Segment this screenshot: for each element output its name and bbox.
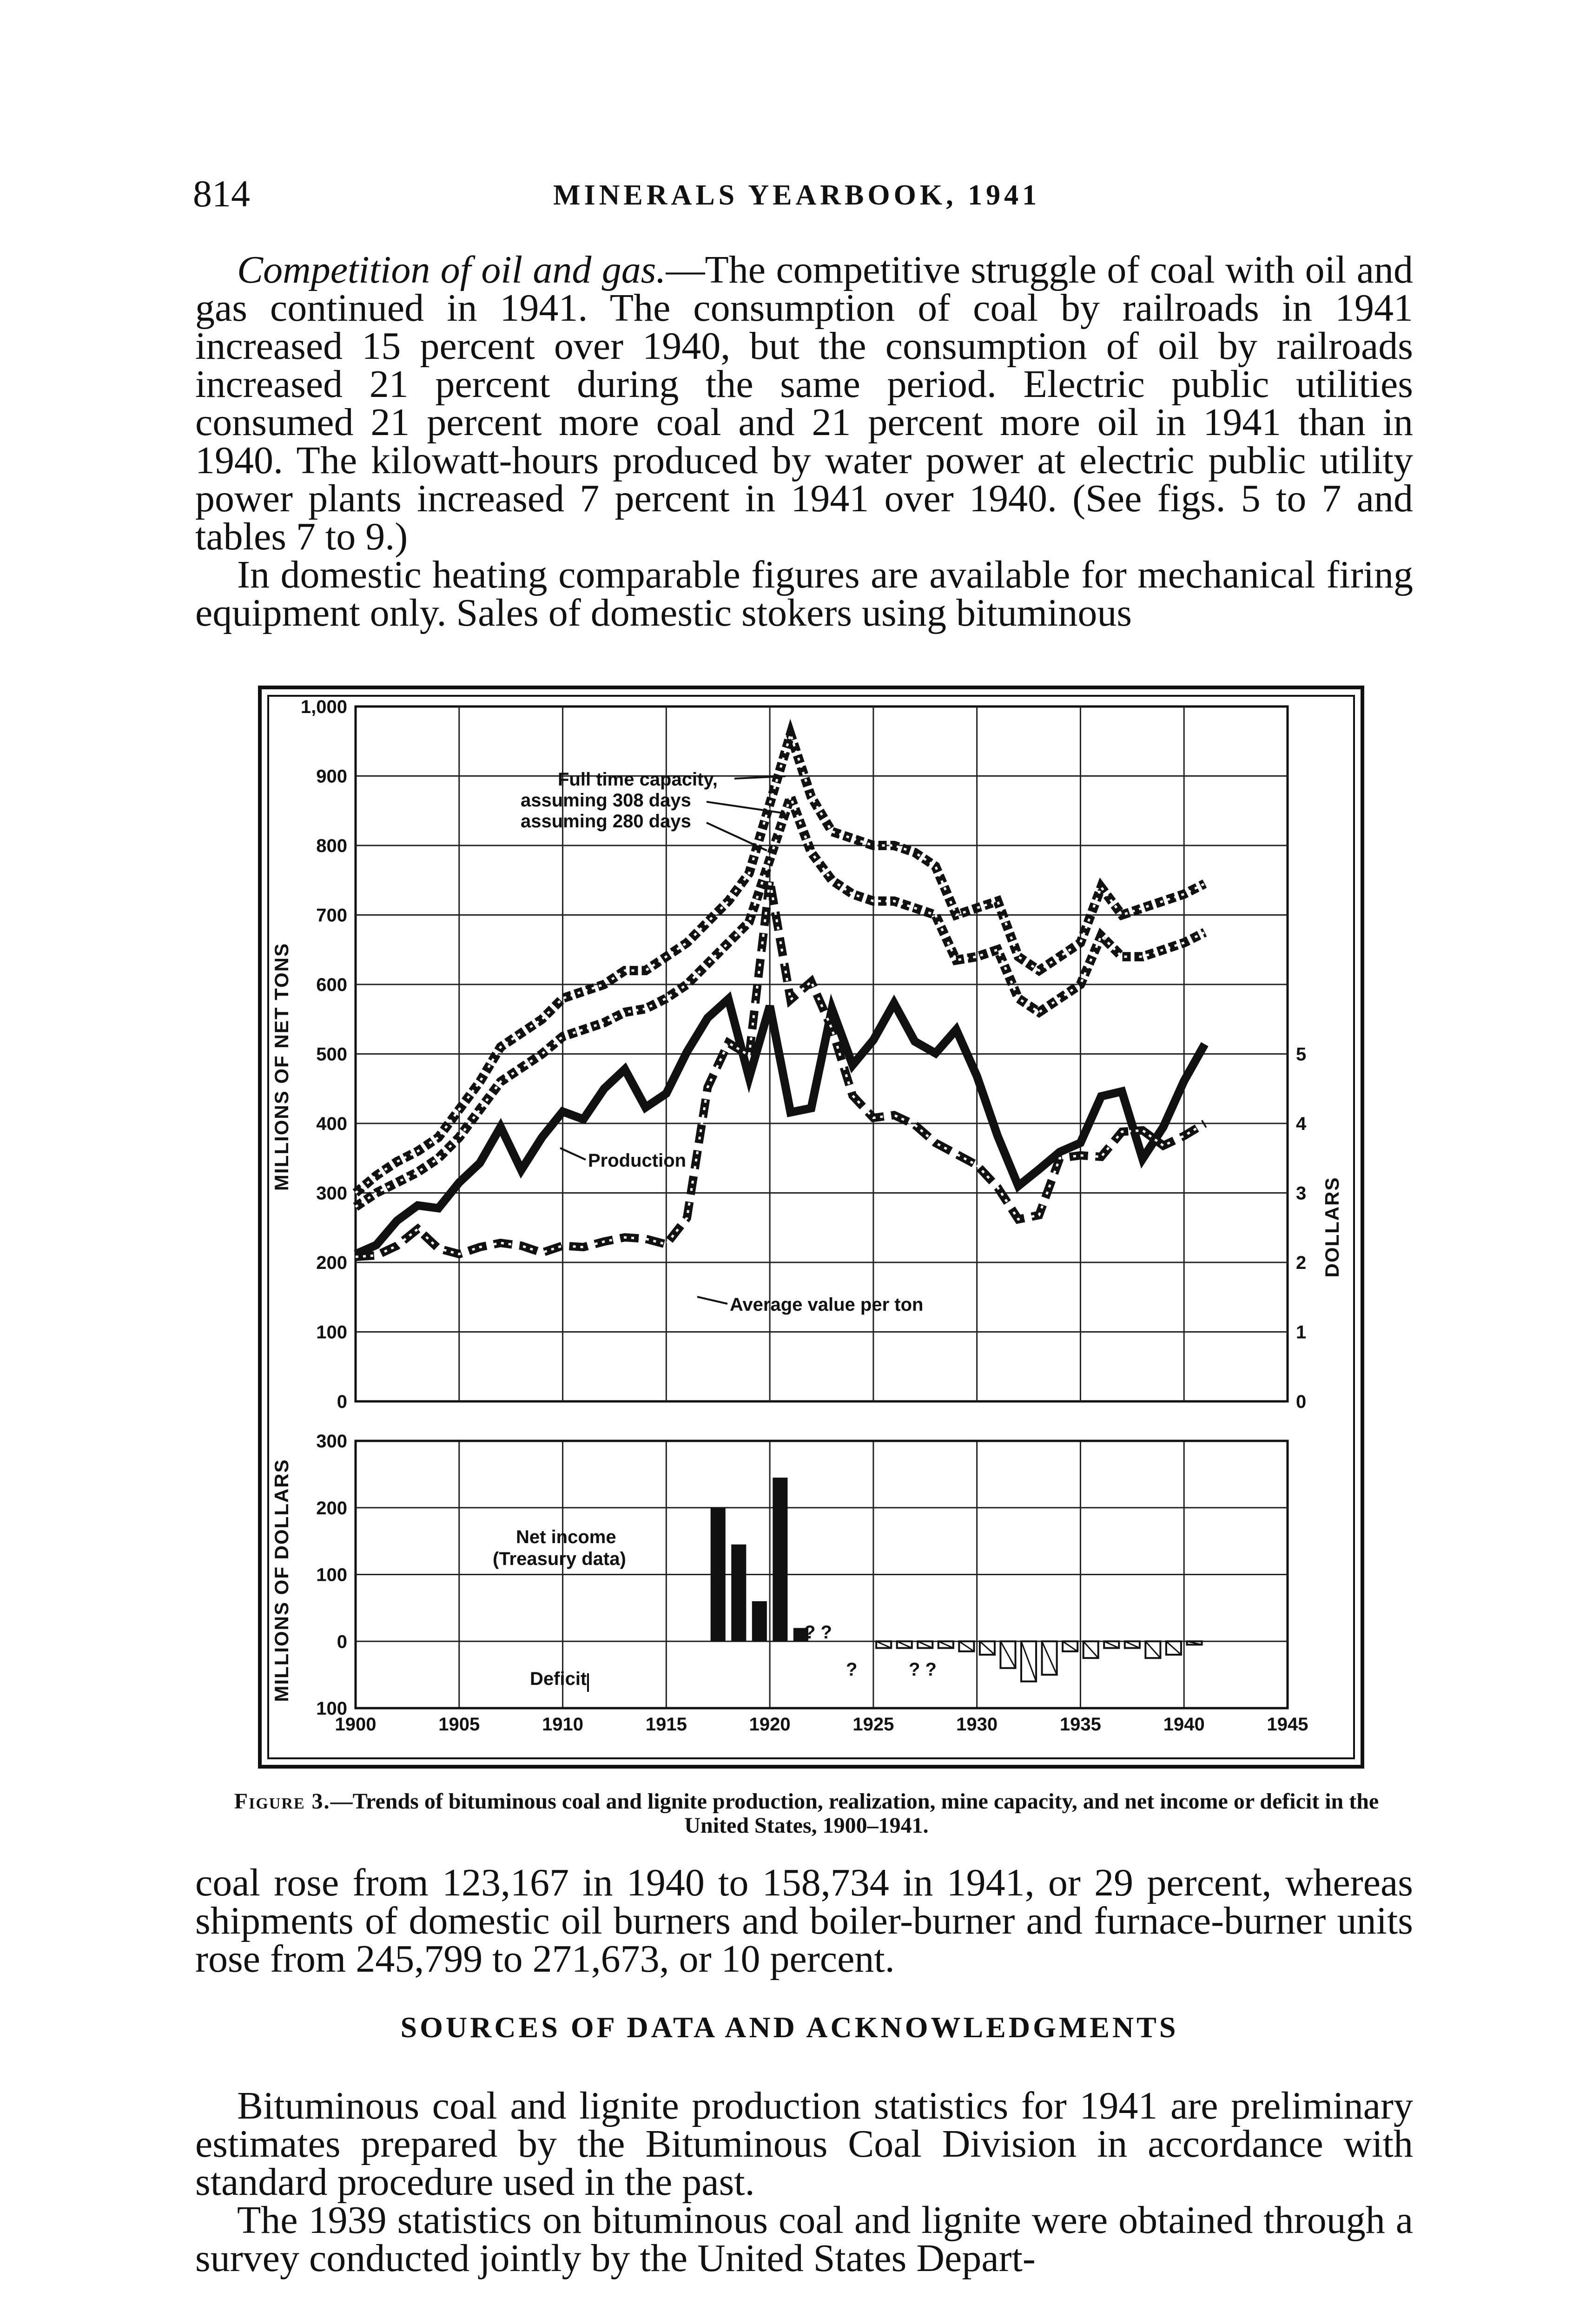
paragraph-domestic-heating: In domestic heating comparable figures are available for mechanical firing equipment only. Sales of domestic stokers using bituminous [195, 553, 1413, 634]
tick-label-left-top: 400 [316, 1114, 347, 1134]
tick-label-x: 1910 [542, 1714, 584, 1735]
ylabel-left-bottom: MILLIONS OF DOLLARS [271, 1459, 292, 1702]
net-income-bar [773, 1478, 787, 1641]
tick-label-right: 1 [1296, 1322, 1307, 1343]
tick-label-left-top: 500 [316, 1044, 347, 1065]
tick-label-left-bottom: 100 [316, 1565, 347, 1585]
leader-value [697, 1297, 727, 1304]
series-production-line [356, 999, 1205, 1254]
annotation-net-income: Net income [516, 1527, 616, 1547]
tick-label-left-bottom: 200 [316, 1498, 347, 1519]
body-text-bottom [195, 2084, 1413, 2280]
annotation-question-marks: ? ? [804, 1622, 832, 1643]
figure-caption [200, 1789, 1413, 1838]
annotation-question-marks-2: ? [846, 1659, 858, 1680]
tick-label-right: 4 [1296, 1114, 1307, 1134]
tick-label-x: 1930 [956, 1714, 998, 1735]
annotation-production: Production [588, 1150, 687, 1171]
tick-label-left-top: 700 [316, 905, 347, 926]
tick-label-x: 1940 [1163, 1714, 1205, 1735]
tick-label-left-top: 800 [316, 836, 347, 856]
tick-label-x: 1900 [335, 1714, 377, 1735]
tick-label-left-top: 1,000 [300, 697, 347, 717]
tick-label-x: 1920 [749, 1714, 791, 1735]
net-income-bar [752, 1601, 767, 1641]
paragraph-lead: Competition of oil and gas. [237, 248, 666, 291]
tick-label-right: 2 [1296, 1253, 1307, 1273]
paragraph-sources: Bituminous coal and lignite production statistics for 1941 are preliminary estimates prepared by the Bituminous Coal Division in accordance with standard procedure used in the past. [195, 2084, 1413, 2204]
tick-label-right: 3 [1296, 1183, 1307, 1204]
tick-label-left-top: 300 [316, 1183, 347, 1204]
chart-labels [301, 697, 1308, 1735]
running-header-title: MINERALS YEARBOOK, 1941 [553, 179, 1041, 211]
tick-label-left-top: 0 [337, 1392, 347, 1412]
annotation-treasury: (Treasury data) [493, 1549, 626, 1569]
annotation-capacity-title: Full time capacity, [558, 769, 718, 790]
net-income-bar [711, 1508, 726, 1642]
body-text-middle [195, 1861, 1413, 1981]
annotation-capacity-280: assuming 280 days [521, 811, 691, 832]
tick-label-left-bottom: 0 [337, 1631, 347, 1652]
annotation-deficit: Deficit [530, 1669, 587, 1689]
paragraph-1939-statistics: The 1939 statistics on bituminous coal and lignite were obtained through a survey conducted jointly by the United States Depart- [195, 2199, 1413, 2280]
tick-label-x: 1935 [1059, 1714, 1101, 1735]
tick-label-left-bottom: 300 [316, 1431, 347, 1452]
tick-label-right: 5 [1296, 1044, 1307, 1065]
net-income-bar [731, 1545, 746, 1641]
chart-marks [356, 734, 1205, 1682]
annotation-value: Average value per ton [730, 1294, 924, 1315]
paragraph-stokers-continued: coal rose from 123,167 in 1940 to 158,734 in 1941, or 29 percent, whereas shipments of domestic oil burners and boiler-burner and furnace-burner units rose from 245,799 to 271,673, or 10 percent. [195, 1861, 1413, 1981]
tick-label-left-top: 200 [316, 1253, 347, 1273]
caption-text: —Trends of bituminous coal and lignite production, realization, mine capacity, and net income or deficit in the United States, 1900–1941. [330, 1789, 1379, 1838]
tick-label-x: 1915 [645, 1714, 687, 1735]
tick-label-x: 1905 [438, 1714, 480, 1735]
tick-label-x: 1945 [1267, 1714, 1308, 1735]
tick-label-left-bottom: 100 [316, 1698, 347, 1719]
annotation-question-marks-3: ? ? [909, 1659, 937, 1680]
tick-label-left-top: 900 [316, 766, 347, 787]
annotation-capacity-308: assuming 308 days [521, 790, 691, 811]
tick-label-left-top: 600 [316, 975, 347, 995]
paragraph-body: —The competitive struggle of coal with oil and gas continued in 1941. The consumption of coal by railroads in 1941 increased 15 percent over 1940, but the consumption of oil by railroads increased 21 percent during the same period. Electric public utilities consumed 21 percent more coal and 21 percent more oil in 1941 than in 1940. The kilowatt-hours produced by water power at electric public utility power plants increased 7 percent in 1941 over 1940. (See figs. 5 to 7 and tables 7 to 9.) [195, 248, 1413, 558]
tick-label-x: 1925 [852, 1714, 894, 1735]
section-heading: SOURCES OF DATA AND ACKNOWLEDGMENTS [400, 2011, 1179, 2044]
page-number: 814 [193, 172, 250, 215]
ylabel-right-top: DOLLARS [1321, 1176, 1343, 1278]
leader-production [560, 1148, 586, 1160]
caption-label: Figure 3. [234, 1789, 330, 1814]
ylabel-left-top: MILLIONS OF NET TONS [271, 943, 292, 1191]
tick-label-left-top: 100 [316, 1322, 347, 1343]
tick-label-right: 0 [1296, 1392, 1307, 1412]
